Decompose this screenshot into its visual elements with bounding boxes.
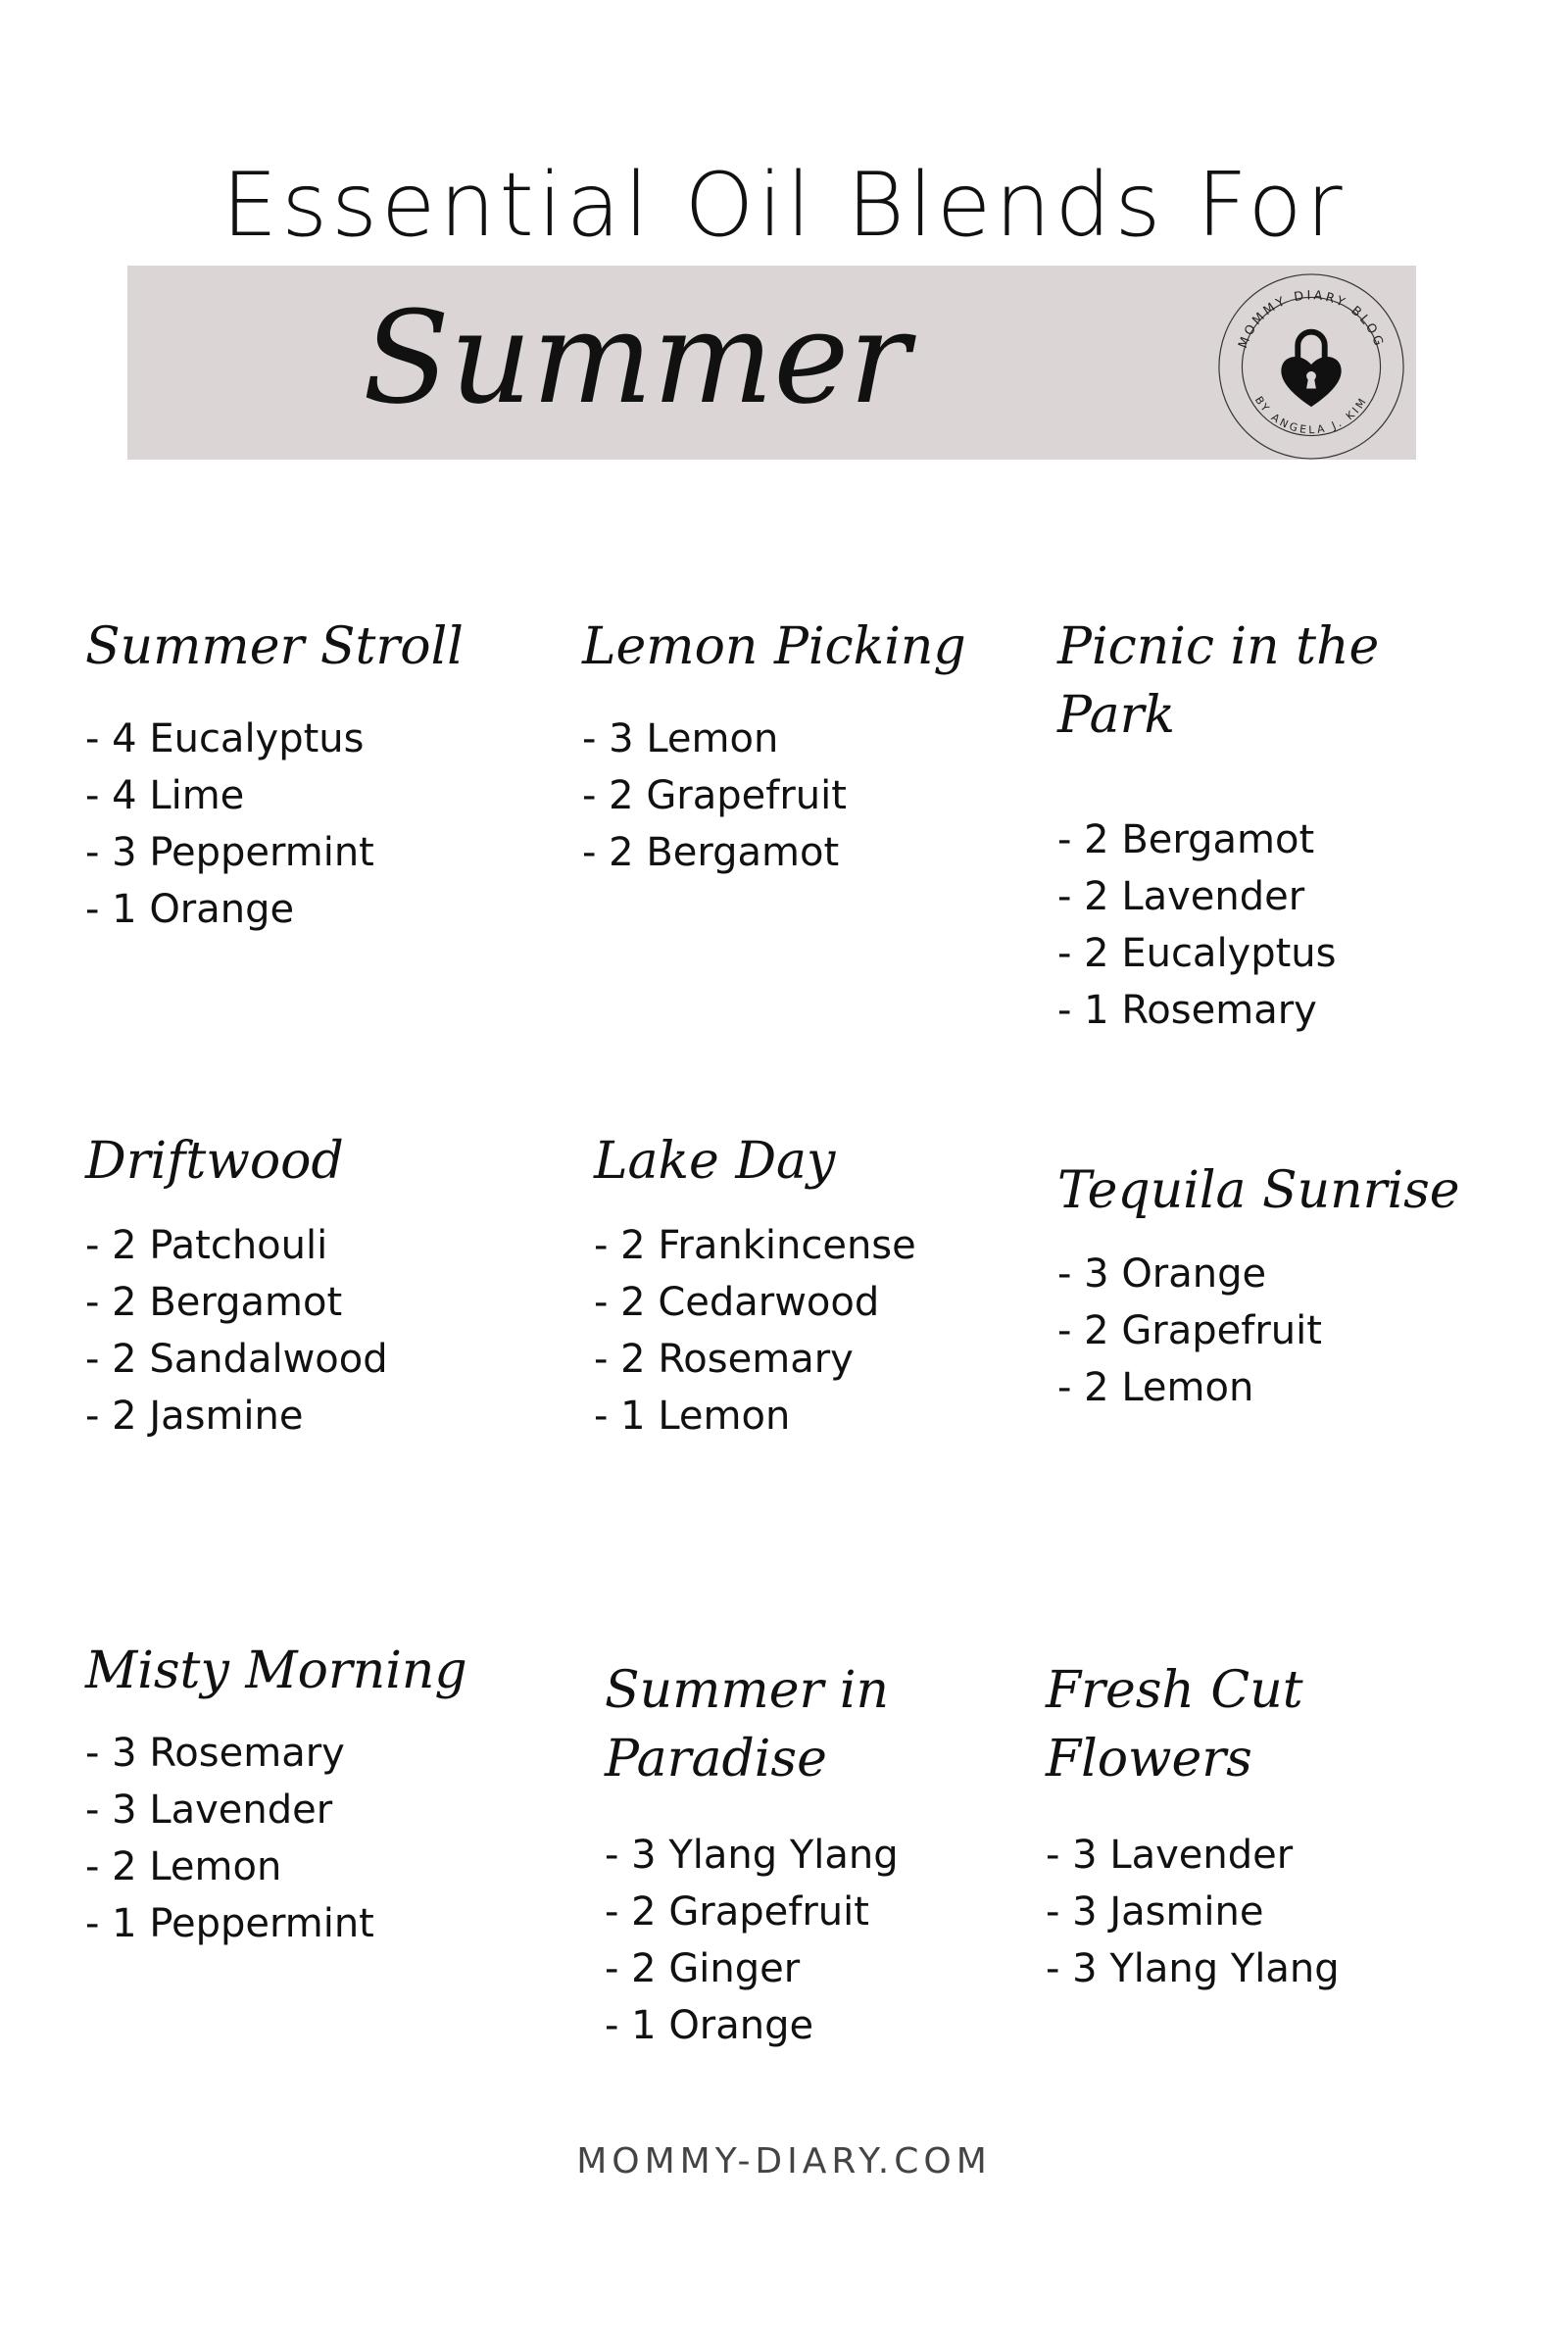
blend-title: Tequila Sunrise xyxy=(1057,1161,1460,1220)
ingredient: - 3 Peppermint xyxy=(85,830,374,875)
ingredient: - 2 Rosemary xyxy=(594,1337,854,1382)
ingredient: - 2 Bergamot xyxy=(582,830,840,875)
blend-title: Lake Day xyxy=(594,1132,836,1191)
ingredient: - 1 Lemon xyxy=(594,1394,791,1439)
blend-ingredients xyxy=(594,1217,916,1445)
ingredient: - 3 Rosemary xyxy=(85,1731,345,1776)
ingredient: - 2 Ginger xyxy=(605,1946,801,1991)
blend-ingredients xyxy=(1057,1246,1322,1416)
blend-ingredients xyxy=(605,1827,899,2054)
ingredient: - 3 Orange xyxy=(1057,1251,1267,1297)
ingredient: - 4 Lime xyxy=(85,773,245,818)
blend-title: Lemon Picking xyxy=(582,617,966,676)
ingredient: - 2 Grapefruit xyxy=(582,773,847,818)
logo-top-text: MOMMY DIARY BLOG xyxy=(1236,288,1387,351)
footer-site-url: MOMMY-DIARY.COM xyxy=(576,2141,992,2181)
page-title: Essential Oil Blends For xyxy=(221,154,1347,257)
ingredient: - 2 Frankincense xyxy=(594,1223,916,1268)
season-title: Summer xyxy=(363,283,910,432)
ingredient: - 1 Rosemary xyxy=(1057,988,1317,1033)
blend-ingredients xyxy=(85,710,374,938)
ingredient: - 2 Jasmine xyxy=(85,1394,304,1439)
ingredient: - 3 Lavender xyxy=(1046,1833,1294,1878)
ingredient: - 4 Eucalyptus xyxy=(85,716,365,761)
blend-ingredients xyxy=(1046,1827,1340,1997)
blend-title: Summer Stroll xyxy=(85,617,464,676)
blend-title: Fresh Cut Flowers xyxy=(1046,1661,1303,1788)
blend-title: Summer in Paradise xyxy=(605,1661,890,1788)
ingredient: - 2 Patchouli xyxy=(85,1223,328,1268)
blend-ingredients xyxy=(85,1217,388,1445)
ingredient: - 2 Grapefruit xyxy=(605,1889,869,1935)
blend-title: Picnic in the Park xyxy=(1057,617,1380,745)
ingredient: - 3 Ylang Ylang xyxy=(1046,1946,1340,1991)
ingredient: - 2 Lavender xyxy=(1057,874,1305,919)
ingredient: - 2 Bergamot xyxy=(1057,817,1315,862)
blend-title: Driftwood xyxy=(85,1132,344,1191)
ingredient: - 2 Cedarwood xyxy=(594,1280,880,1325)
ingredient: - 2 Lemon xyxy=(85,1844,282,1889)
ingredient: - 1 Peppermint xyxy=(85,1901,374,1946)
ingredient: - 1 Orange xyxy=(605,2003,814,2048)
ingredient: - 2 Lemon xyxy=(1057,1365,1254,1410)
ingredient: - 3 Jasmine xyxy=(1046,1889,1264,1935)
ingredient: - 2 Sandalwood xyxy=(85,1337,388,1382)
ingredient: - 3 Lavender xyxy=(85,1788,333,1833)
blend-title: Misty Morning xyxy=(85,1642,467,1700)
ingredient: - 2 Eucalyptus xyxy=(1057,931,1337,976)
blend-ingredients xyxy=(1057,811,1337,1039)
logo-bottom-text: BY ANGELA J. KIM xyxy=(1251,393,1371,437)
ingredient: - 2 Grapefruit xyxy=(1057,1308,1322,1353)
blend-ingredients xyxy=(85,1725,374,1952)
ingredient: - 1 Orange xyxy=(85,887,295,932)
blend-ingredients xyxy=(582,710,847,881)
heart-padlock-icon xyxy=(1281,332,1341,407)
mommy-diary-blog-logo xyxy=(1215,270,1407,463)
ingredient: - 3 Lemon xyxy=(582,716,779,761)
ingredient: - 3 Ylang Ylang xyxy=(605,1833,899,1878)
ingredient: - 2 Bergamot xyxy=(85,1280,343,1325)
